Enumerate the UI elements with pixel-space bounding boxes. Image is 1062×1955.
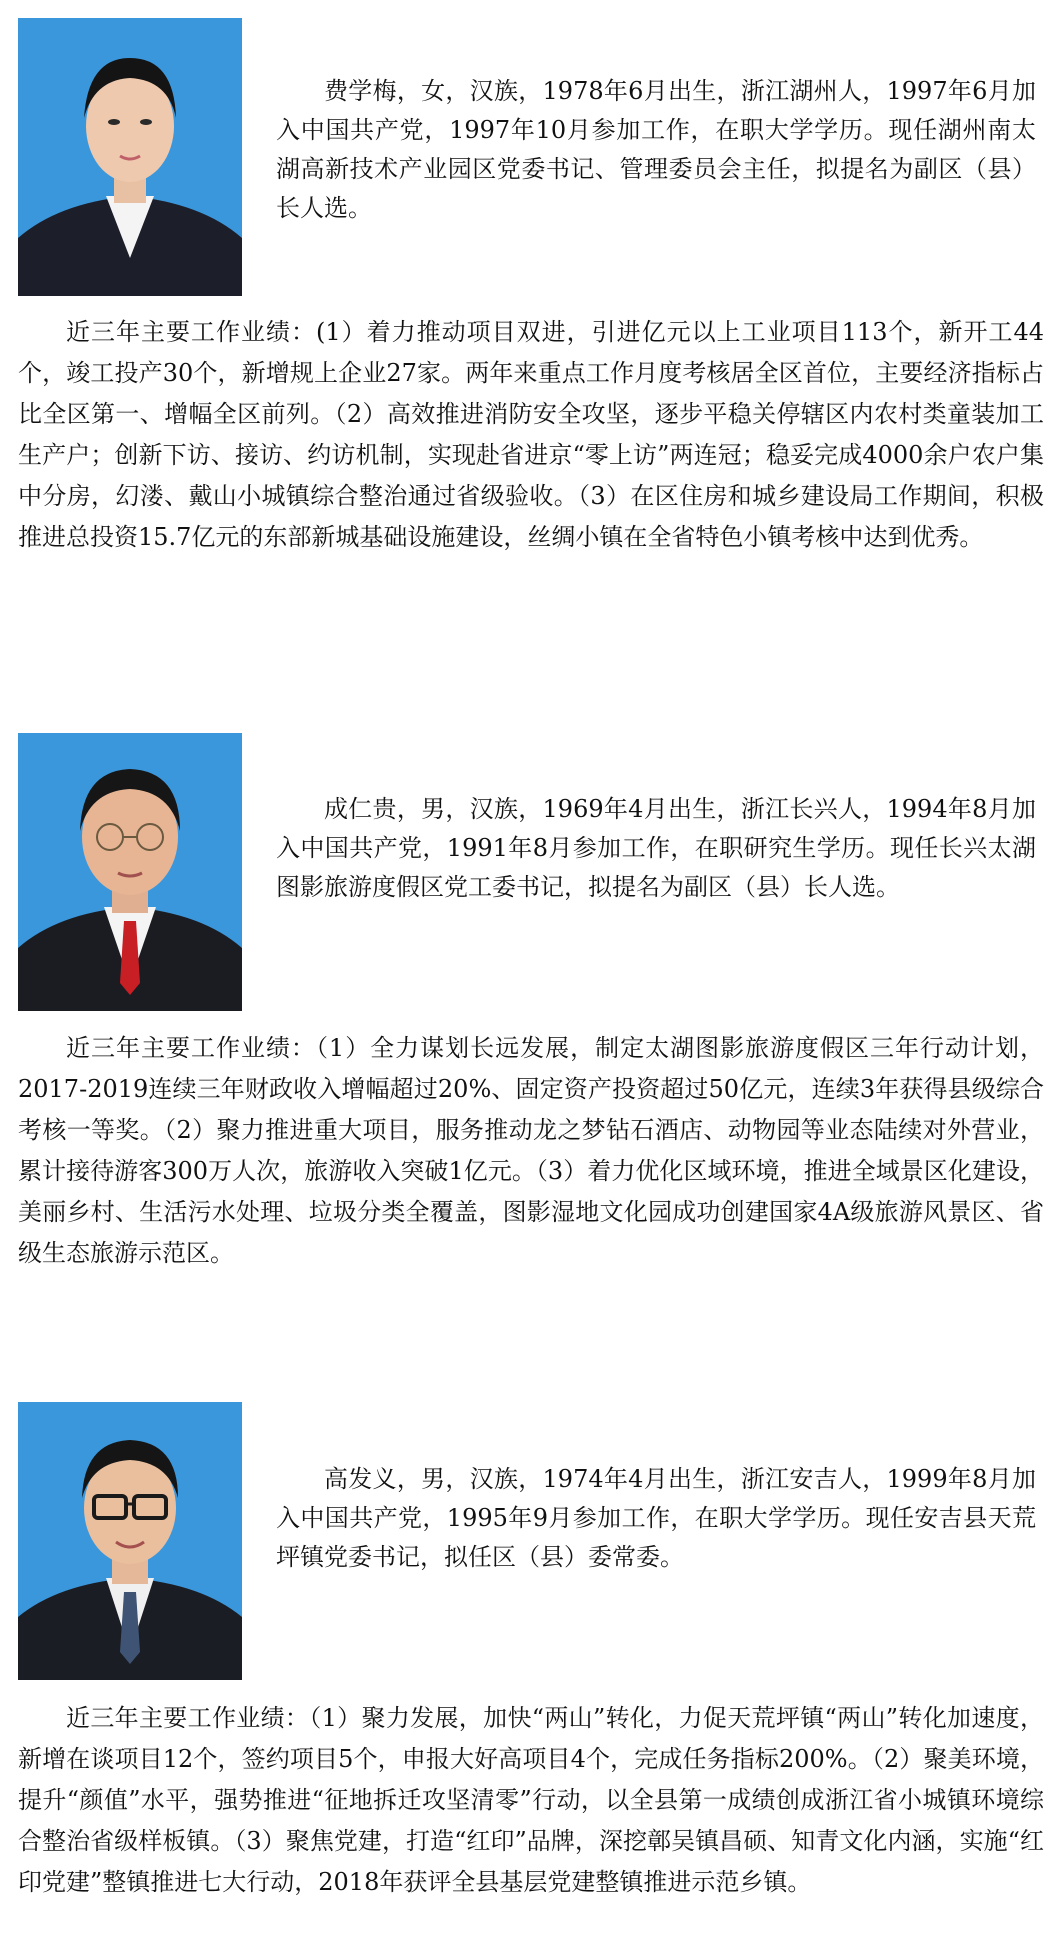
portrait-photo-female: [18, 18, 242, 296]
performance-text: (1）着力推动项目双进，引进亿元以上工业项目113个，新开工44个，竣工投产30个，新增规上企业27家。两年来重点工作月度考核居全区首位，主要经济指标占比全区第一、增幅全区前列。（2）高效推进消防安全攻坚，逐步平稳关停辖区内农村类童装加工生产户；创新下访、接访、约访机制，实现赴省进京“零上访”两连冠；稳妥完成4000余户农户集中分房，幻溇、戴山小城镇综合整治通过省级验收。（3）在区住房和城乡建设局工作期间，积极推进总投资15.7亿元的东部新城基础设施建设，丝绸小镇在全省特色小镇考核中达到优秀。: [18, 318, 1045, 551]
performance-label: 近三年主要工作业绩：: [66, 1034, 316, 1062]
person-bio: 费学梅，女，汉族，1978年6月出生，浙江湖州人，1997年6月加入中国共产党，1997年10月参加工作，在职大学学历。现任湖州南太湖高新技术产业园区党委书记、管理委员会主任，拟提名为副区（县）长人选。: [276, 77, 1036, 222]
portrait-photo-male: [18, 733, 242, 1011]
person-bio: 高发义，男，汉族，1974年4月出生，浙江安吉人，1999年8月加入中国共产党，1995年9月参加工作，在职大学学历。现任安吉县天荒坪镇党委书记，拟任区（县）委常委。: [276, 1465, 1036, 1571]
performance-text: （1）全力谋划长远发展，制定太湖图影旅游度假区三年行动计划，2017-2019连续三年财政收入增幅超过20%、固定资产投资超过50亿元，连续3年获得县级综合考核一等奖。（2）聚力推进重大项目，服务推动龙之梦钻石酒店、动物园等业态陆续对外营业，累计接待游客300万人次，旅游收入突破1亿元。（3）着力优化区域环境，推进全域景区化建设，美丽乡村、生活污水处理、垃圾分类全覆盖，图影湿地文化园成功创建国家4A级旅游风景区、省级生态旅游示范区。: [18, 1034, 1044, 1267]
performance-text: （1）聚力发展，加快“两山”转化，力促天荒坪镇“两山”转化加速度，新增在谈项目12个，签约项目5个，申报大好高项目4个，完成任务指标200%。（2）聚美环境，提升“颜值”水平，强势推进“征地拆迁攻坚清零”行动，以全县第一成绩创成浙江省小城镇环境综合整治省级样板镇。（3）聚焦党建，打造“红印”品牌，深挖鄣吴镇昌硕、知青文化内涵，实施“红印党建”整镇推进七大行动，2018年获评全县基层党建整镇推进示范乡镇。: [18, 1704, 1044, 1896]
performance-label: 近三年主要工作业绩：: [66, 318, 317, 346]
performance-label: 近三年主要工作业绩：: [66, 1704, 310, 1732]
performance-summary: [18, 1028, 1044, 1274]
performance-summary: [18, 312, 1044, 558]
portrait-photo-male-glasses: [18, 1402, 242, 1680]
person-bio: 成仁贵，男，汉族，1969年4月出生，浙江长兴人，1994年8月加入中国共产党，1991年8月参加工作，在职研究生学历。现任长兴太湖图影旅游度假区党工委书记，拟提名为副区（县）长人选。: [276, 795, 1036, 901]
performance-summary: [18, 1698, 1044, 1903]
